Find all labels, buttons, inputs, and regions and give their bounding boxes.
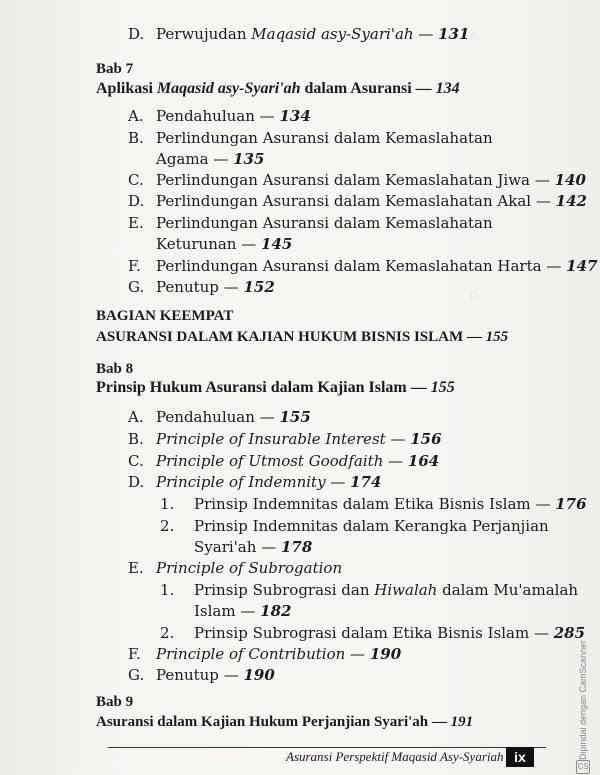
toc-entry[interactable]: E. Perlindungan Asuransi dalam Kemaslahatan: [128, 214, 493, 232]
toc-entry[interactable]: F. Perlindungan Asuransi dalam Kemaslahatan Harta — 147: [128, 257, 598, 275]
toc-entry[interactable]: D. Perlindungan Asuransi dalam Kemaslahatan Akal — 142: [128, 192, 587, 210]
toc-subentry-continuation[interactable]: Syari'ah — 178: [194, 538, 313, 556]
toc-entry[interactable]: D. Perwujudan Maqasid asy-Syari'ah — 131: [128, 25, 470, 43]
toc-subentry[interactable]: 2. Prinsip Indemnitas dalam Kerangka Perjanjian: [160, 517, 549, 535]
page-number: ix: [506, 747, 534, 767]
chapter-title[interactable]: Asuransi dalam Kajian Hukum Perjanjian Syari'ah — 191: [96, 714, 474, 730]
show-through-text: D.: [470, 290, 481, 302]
toc-entry[interactable]: B. Perlindungan Asuransi dalam Kemaslahatan: [128, 129, 493, 147]
show-through-text: A.: [470, 30, 481, 42]
toc-entry-continuation[interactable]: Keturunan — 145: [156, 235, 293, 253]
chapter-label: Bab 9: [96, 694, 134, 710]
chapter-label: Bab 7: [96, 61, 134, 77]
footer-book-title: Asuransi Perspektif Maqasid Asy-Syariah: [286, 749, 504, 764]
toc-entry[interactable]: A. Pendahuluan — 134: [128, 107, 311, 125]
toc-entry-continuation[interactable]: Agama — 135: [156, 150, 265, 168]
toc-subentry-continuation[interactable]: Islam — 182: [194, 602, 292, 620]
toc-entry[interactable]: F. Principle of Contribution — 190: [128, 645, 402, 663]
toc-entry[interactable]: C. Perlindungan Asuransi dalam Kemaslahatan Jiwa — 140: [128, 171, 586, 189]
toc-subentry[interactable]: 1. Prinsip Subrograsi dan Hiwalah dalam Mu'amalah: [160, 581, 579, 599]
chapter-title[interactable]: Aplikasi Maqasid asy-Syari'ah dalam Asuransi — 134: [96, 80, 460, 97]
toc-entry[interactable]: E. Principle of Subrogation: [128, 559, 343, 577]
show-through-text: .: [480, 470, 484, 482]
toc-entry[interactable]: G. Penutup — 152: [128, 278, 275, 296]
toc-entry[interactable]: C. Principle of Utmost Goodfaith — 164: [128, 452, 440, 470]
toc-entry[interactable]: A. Pendahuluan — 155: [128, 408, 311, 426]
part-label: BAGIAN KEEMPAT: [96, 308, 234, 324]
camscanner-icon: CS: [576, 760, 590, 774]
scanner-watermark: Dipindai dengan CamScanner: [578, 639, 588, 760]
chapter-label: Bab 8: [96, 361, 134, 377]
toc-entry[interactable]: G. Penutup — 190: [128, 666, 275, 684]
part-title[interactable]: ASURANSI DALAM KAJIAN HUKUM BISNIS ISLAM — 155: [96, 329, 509, 345]
toc-entry[interactable]: D. Principle of Indemnity — 174: [128, 473, 382, 491]
toc-subentry[interactable]: 1. Prinsip Indemnitas dalam Etika Bisnis Islam — 176: [160, 495, 587, 513]
toc-entry[interactable]: B. Principle of Insurable Interest — 156: [128, 430, 442, 448]
toc-subentry[interactable]: 2. Prinsip Subrograsi dalam Etika Bisnis Islam — 285: [160, 624, 586, 642]
chapter-title[interactable]: Prinsip Hukum Asuransi dalam Kajian Islam — 155: [96, 379, 455, 396]
footer-rule: [108, 747, 546, 748]
